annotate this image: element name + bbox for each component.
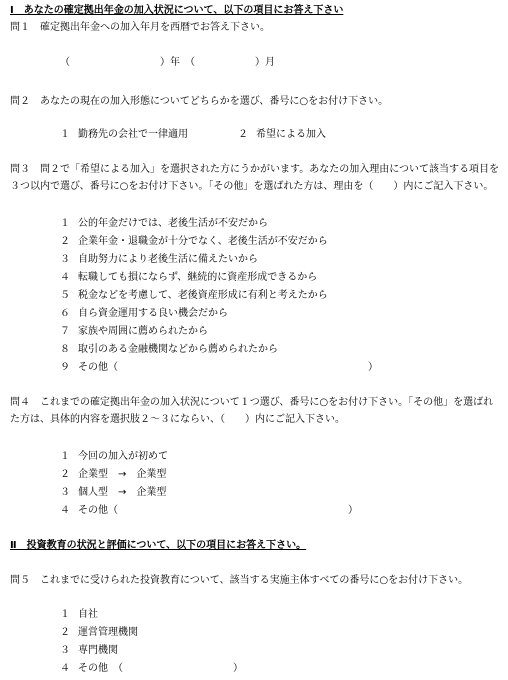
option-label: その他（ ）	[78, 362, 378, 373]
q5-option-2[interactable]	[60, 626, 138, 639]
option-label: 企業型 → 企業型	[78, 469, 167, 480]
option-label: 公的年金だけでは、老後生活が不安だから	[78, 218, 268, 229]
section2-heading: Ⅱ 投資教育の状況と評価について、以下の項目にお答え下さい。	[10, 540, 307, 551]
option-number: １	[60, 129, 70, 140]
q3-option-8[interactable]	[60, 343, 278, 356]
option-label: 自社	[78, 609, 98, 620]
option-label: 企業年金・退職金が十分でなく、老後生活が不安だから	[78, 236, 328, 247]
q2-option-2[interactable]	[238, 128, 326, 141]
option-label: 取引のある金融機関などから薦められたから	[78, 344, 278, 355]
option-number: ３	[60, 487, 70, 498]
option-number: ３	[60, 645, 70, 656]
option-number: ２	[60, 236, 70, 247]
option-label: 税金などを考慮して、老後資産形成に有利と考えたから	[78, 290, 328, 301]
q2-option-1[interactable]	[60, 128, 188, 141]
option-label: その他（ ）	[78, 505, 358, 516]
option-number: １	[60, 218, 70, 229]
q3-option-3[interactable]	[60, 253, 258, 266]
option-label: 家族や周囲に薦められたから	[78, 326, 208, 337]
option-number: １	[60, 609, 70, 620]
q4-option-1[interactable]	[60, 450, 168, 463]
option-number: ３	[60, 254, 70, 265]
q1-text: 問１ 確定拠出年金への加入年月を西暦でお答え下さい。	[10, 22, 270, 33]
q5-option-1[interactable]	[60, 608, 98, 621]
q2-text: 問２ あなたの現在の加入形態についてどちらかを選び、番号に○をお付け下さい。	[10, 96, 389, 107]
option-label: 専門機関	[78, 645, 118, 656]
q5-text: 問５ これまでに受けられた投資教育について、該当する実施主体すべての番号に○をお付け下さい。	[10, 575, 469, 586]
option-label: 運営管理機関	[78, 627, 138, 638]
q1-answer-line[interactable]: （ ）年 （ ）月	[60, 57, 275, 68]
option-number: １	[60, 451, 70, 462]
option-label: 今回の加入が初めて	[78, 451, 168, 462]
q4-text: 問４ これまでの確定拠出年金の加入状況について１つ選び、番号に○をお付け下さい。「その他」を選ばれた方は、具体的内容を選択肢２～３にならい、（ ）内にご記入下さい。	[10, 397, 494, 425]
q3-text: 問３ 問２で「希望による加入」を選択された方にうかがいます。あなたの加入理由について該当する項目を３つ以内で選び、番号に○をお付け下さい。「その他」を選ばれた方は、理由を（ ）内にご記入下さい。	[10, 164, 499, 192]
option-number: ９	[60, 362, 70, 373]
option-number: ７	[60, 326, 70, 337]
q3-option-1[interactable]	[60, 217, 268, 230]
q5-option-4[interactable]	[60, 662, 243, 675]
option-number: ２	[60, 627, 70, 638]
option-number: ２	[60, 469, 70, 480]
q3-option-5[interactable]	[60, 289, 328, 302]
q3-option-2[interactable]	[60, 235, 328, 248]
option-number: ５	[60, 290, 70, 301]
q4-option-4[interactable]	[60, 504, 358, 517]
q3-option-9[interactable]	[60, 361, 378, 374]
q3-option-4[interactable]	[60, 271, 317, 284]
option-number: ２	[238, 129, 248, 140]
q4-option-2[interactable]	[60, 468, 166, 481]
section1-heading: Ⅰ あなたの確定拠出年金の加入状況について、以下の項目にお答え下さい	[10, 5, 344, 16]
option-label: 自助努力により老後生活に備えたいから	[78, 254, 258, 265]
option-label: 個人型 → 企業型	[78, 487, 167, 498]
option-label: 転職しても損にならず、継続的に資産形成できるから	[78, 272, 318, 283]
q3-option-7[interactable]	[60, 325, 208, 338]
q5-option-3[interactable]	[60, 644, 118, 657]
q4-option-3[interactable]	[60, 486, 166, 499]
option-label: その他 （ ）	[78, 663, 243, 674]
option-number: ４	[60, 663, 70, 674]
option-number: ４	[60, 272, 70, 283]
option-number: ８	[60, 344, 70, 355]
option-label: 希望による加入	[256, 129, 326, 140]
option-number: ４	[60, 505, 70, 516]
option-label: 勤務先の会社で一律適用	[78, 129, 188, 140]
q3-option-6[interactable]	[60, 307, 228, 320]
option-label: 自ら資金運用する良い機会だから	[78, 308, 228, 319]
option-number: ６	[60, 308, 70, 319]
